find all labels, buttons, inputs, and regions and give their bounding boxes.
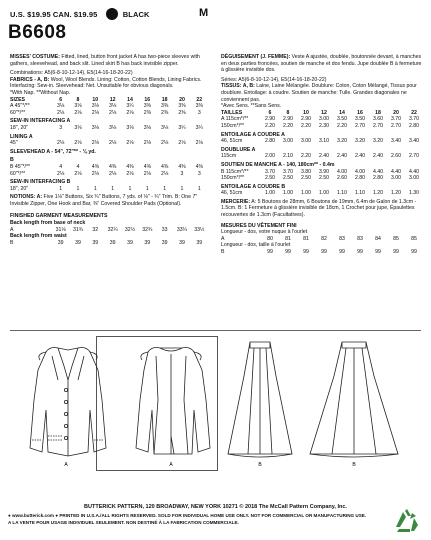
ent-a-title: ENTOILAGE A COUDRE A [221, 131, 285, 138]
size-cell: 8 [286, 109, 290, 116]
value-cell: 3 [59, 124, 63, 131]
value-cell: 2⅛ [109, 170, 117, 177]
value-cell: 84 [375, 235, 381, 242]
value-cell: 39 [179, 239, 185, 246]
value-cell: 4⅜ [161, 163, 169, 170]
value-cell: 2.50 [264, 175, 276, 182]
value-cell: 3.70 [282, 168, 294, 175]
divider [10, 330, 421, 331]
value-cell: 2⅛ [57, 109, 65, 116]
value-cell: 3.90 [318, 168, 330, 175]
back-neck-label: Back length from base of neck [10, 220, 86, 227]
value-cell: 3⅛ [74, 124, 82, 131]
value-cell: 2⅛ [143, 140, 151, 147]
value-cell: 2.70 [354, 122, 366, 129]
value-cell: 3⅛ [91, 103, 99, 110]
value-cell: 3⅛ [161, 124, 169, 131]
value-cell: 81 [285, 235, 291, 242]
value-cell: 4⅜ [178, 163, 186, 170]
size-cell: 10 [303, 109, 309, 116]
value-cell: 1 [93, 185, 97, 192]
value-cell: 2.40 [318, 153, 330, 160]
size-cell: 22 [196, 96, 203, 103]
row-label: A 115cm*/** [221, 116, 249, 123]
value-cell: 2⅛ [109, 109, 117, 116]
measure-row [10, 240, 208, 247]
value-cell: 85 [393, 235, 399, 242]
row-label: B 115cm*/** [221, 168, 249, 175]
value-cell: 3.70 [390, 116, 402, 123]
value-cell: 31⅛ [55, 226, 66, 233]
value-cell: 4.40 [408, 168, 420, 175]
value-cell: 82 [321, 235, 327, 242]
value-cell: 99 [303, 249, 309, 256]
publisher-line: BUTTERICK PATTERN, 120 BROADWAY, NEW YORK 10271 © 2018 The McCall Pattern Company, Inc. [84, 504, 347, 510]
value-cell: 32½ [124, 226, 136, 233]
english-column [10, 54, 208, 246]
sizes-row-fr: TAILLES 6 8 10 12 14 16 18 20 22 [221, 110, 423, 117]
metrage-row [221, 169, 423, 176]
skirt-line-drawings [222, 336, 422, 471]
value-cell: 32¾ [142, 226, 153, 233]
row-label: 46, 51cm [221, 138, 243, 145]
value-cell: 2.80 [372, 175, 384, 182]
size-cell: 12 [109, 96, 116, 103]
yardage-row [10, 186, 208, 193]
value-cell: 4⅜ [195, 163, 203, 170]
row-label: A [10, 226, 14, 233]
measure-row [221, 249, 423, 256]
value-cell: 2⅛ [126, 170, 134, 177]
value-cell: 2.20 [300, 153, 312, 160]
mes-title: MESURES DU VÊTEMENT FINI [221, 222, 297, 229]
metrage-row [221, 123, 423, 130]
value-cell: 2.40 [372, 153, 384, 160]
value-cell: 1.00 [318, 190, 330, 197]
sleevehead: SLEEVEHEAD A - 54", 72"** - ⅛ yd. [10, 148, 96, 155]
value-cell: 3.20 [372, 138, 384, 145]
value-cell: 4.40 [372, 168, 384, 175]
value-cell: 1.20 [372, 190, 384, 197]
value-cell: 2⅛ [109, 140, 117, 147]
size-cell: 18 [375, 109, 381, 116]
price-us: U.S. $19.95 [10, 10, 51, 19]
long-b-label: Longueur - dos, taille à l'ourlet [221, 242, 291, 249]
value-cell: 99 [285, 249, 291, 256]
skirt-front-label: B [258, 462, 262, 468]
value-cell: 39 [161, 239, 168, 246]
back-waist-label: Back length from waist [10, 233, 67, 240]
value-cell: 1 [163, 185, 167, 192]
size-cell: 16 [144, 96, 151, 103]
mercerie: MERCERIE: A: 5 Boutons de 28mm, 6 Boutons de 19mm, 6.4m de Galon de 1.3cm - 1.5cm. B: 1 Fermeture à glissière invisible de 18cm, 1 Crochet pour jupe, Épaulettes recouvertes de 1.3cm (Facultatives). [221, 198, 417, 219]
value-cell: 3.50 [354, 116, 366, 123]
value-cell: 33½ [194, 226, 205, 233]
value-cell: 3⅜ [143, 103, 151, 110]
value-cell: 83 [339, 235, 345, 242]
value-cell: 2.10 [282, 153, 294, 160]
value-cell: 3.70 [264, 168, 276, 175]
intro-fr: DÉGUISEMENT (J. FEMME): Veste A ajustée, doublée, boutonnée devant, à manches en deux parties froncées, soutien de manche et dos fendu. Jupe doublée B à fermeture à glissière invisible dos. [221, 54, 422, 74]
value-cell: 3.50 [336, 116, 348, 123]
value-cell: 99 [339, 249, 345, 256]
size-cell: 10 [92, 96, 99, 103]
color-dot-icon [106, 8, 118, 20]
lining-a-title: LINING A [10, 133, 33, 140]
size-cell: 16 [357, 109, 363, 116]
value-cell: 2.70 [408, 153, 420, 160]
value-cell: 81 [303, 235, 309, 242]
value-cell: 39 [57, 239, 64, 246]
value-cell: 1 [145, 185, 149, 192]
value-cell: 1 [111, 185, 115, 192]
value-cell: 2.20 [336, 122, 348, 129]
value-cell: 2.80 [354, 175, 366, 182]
value-cell: 3.70 [408, 116, 420, 123]
row-label: A [221, 235, 225, 242]
value-cell: 1 [128, 185, 132, 192]
value-cell: 39 [92, 239, 99, 246]
value-cell: 2⅜ [178, 109, 186, 116]
value-cell: 2.30 [318, 122, 330, 129]
value-cell: 2.20 [264, 122, 276, 129]
value-cell: 3.20 [336, 138, 348, 145]
value-cell: 1.00 [282, 190, 294, 197]
value-cell: 3.00 [408, 175, 420, 182]
yardage-row [10, 171, 208, 178]
size-cell: 14 [339, 109, 345, 116]
value-cell: 1.30 [408, 190, 420, 197]
value-cell: 39 [144, 239, 151, 246]
value-cell: 3.00 [282, 138, 294, 145]
value-cell: 2⅛ [126, 140, 134, 147]
value-cell: 3 [197, 170, 201, 177]
value-cell: 2⅛ [143, 170, 151, 177]
value-cell: 3 [180, 170, 184, 177]
row-label: 115cm [221, 153, 237, 160]
metrage-row [221, 116, 423, 123]
value-cell: 4 [59, 163, 63, 170]
value-cell: 4.00 [336, 168, 348, 175]
dbl-a-title: DOUBLURE A [221, 146, 256, 153]
value-cell: 3.00 [300, 138, 312, 145]
value-cell: 3⅛ [143, 124, 151, 131]
jacket-back-icon [136, 348, 210, 455]
row-label: 150cm*/** [221, 175, 245, 182]
value-cell: 4⅜ [91, 163, 99, 170]
nap-note-fr: *Avec Sens. **Sans Sens. [221, 103, 282, 110]
value-cell: 2⅜ [161, 109, 169, 116]
value-cell: 3¼ [126, 103, 134, 110]
value-cell: 3⅜ [195, 103, 203, 110]
value-cell: 39 [109, 239, 116, 246]
value-cell: 33 [161, 226, 168, 233]
jacket-line-drawings [6, 340, 221, 470]
value-cell: 85 [411, 235, 417, 242]
value-cell: 2⅛ [161, 170, 169, 177]
value-cell: 39 [75, 239, 81, 246]
yardage-row [10, 140, 208, 147]
row-label: A 45"*/** [10, 103, 30, 110]
value-cell: 3.80 [300, 168, 312, 175]
yardage-row [10, 164, 208, 171]
value-cell: 4.40 [390, 168, 402, 175]
value-cell: 2.70 [372, 122, 384, 129]
value-cell: 32 [92, 226, 99, 233]
tissus: TISSUS: A, B: Laine, Laine Mélangée. Doublure: Coton, Coton Mélangé, Tissus pour doublure. Entoilage: à coudre. Soutien de manche: Tulle. Grandes diagonales ne conviennent pas. [221, 83, 417, 103]
metrage-row [221, 138, 423, 145]
value-cell: 2.50 [300, 175, 312, 182]
size-cell: 20 [179, 96, 185, 103]
value-cell: 80 [267, 235, 273, 242]
row-label: 60"*/** [10, 170, 26, 177]
fgm-title: FINISHED GARMENT MEASUREMENTS [10, 213, 108, 220]
value-cell: 2⅛ [74, 140, 82, 147]
value-cell: 2⅛ [126, 109, 134, 116]
value-cell: 1 [180, 185, 184, 192]
value-cell: 3⅛ [109, 124, 117, 131]
copyright-line-fr: A LA VENTE POUR USAGE INDIVIDUEL SEULEMENT. NON DESTINÉ À LA FABRICATION COMMERCIALE. [8, 520, 239, 525]
value-cell: 2.50 [282, 175, 294, 182]
value-cell: 2.50 [318, 175, 330, 182]
value-cell: 2⅛ [91, 170, 99, 177]
value-cell: 83 [357, 235, 363, 242]
row-label: B [221, 249, 225, 256]
value-cell: 32¼ [107, 226, 118, 233]
value-cell: 99 [375, 249, 381, 256]
value-cell: 2.90 [282, 116, 294, 123]
combinations-fr: Séries: A5(6-8-10-12-14), E5(14-16-18-20-22) [221, 76, 327, 83]
size-cell: 14 [127, 96, 133, 103]
value-cell: 3⅛ [91, 124, 99, 131]
price-can: CAN. $19.95 [52, 10, 98, 19]
row-label: 46, 51cm [221, 190, 243, 197]
value-cell: 3¼ [178, 124, 186, 131]
row-label: B [10, 239, 14, 246]
value-cell: 3¼ [195, 124, 203, 131]
row-label: B 45"*/** [10, 163, 31, 170]
jacket-front-icon [30, 348, 106, 457]
recycle-icon [394, 508, 420, 532]
value-cell: 2.40 [354, 153, 366, 160]
notions: NOTIONS: A: Five 1⅛" Buttons, Six ¾" Buttons, 7 yds. of ⅛" - ¾" Trim. B: One 7" Invisible Zipper, One Hook and Bar, ⅜" Covered Shoulder Pads (Optional). [10, 194, 198, 207]
size-cell: 8 [76, 96, 80, 103]
sewin-b-title: SEW-IN INTERFACING B [10, 179, 71, 186]
value-cell: 2.70 [390, 122, 402, 129]
value-cell: 3⅛ [74, 103, 82, 110]
value-cell: 2⅛ [57, 170, 65, 177]
value-cell: 1.00 [264, 190, 276, 197]
value-cell: 2⅛ [161, 140, 169, 147]
soutien: SOUTIEN DE MANCHE A - 140, 180cm** - 0.4m [221, 161, 335, 168]
value-cell: 2⅜ [143, 109, 151, 116]
metrage-row [221, 175, 423, 182]
size-cell: 6 [59, 96, 63, 103]
value-cell: 1.00 [300, 190, 312, 197]
size-cell: 20 [393, 109, 399, 116]
value-cell: 2.90 [264, 116, 276, 123]
value-cell: 3.20 [354, 138, 366, 145]
size-cell: 22 [411, 109, 417, 116]
copyright-line: ● www.butterick.com ● PRINTED IN U.S.A./ALL RIGHTS RESERVED. SOLD FOR INDIVIDUAL HOME USE ONLY. NOT FOR COMMERCIAL OR MANUFACTURING USE. [8, 513, 367, 518]
value-cell: 4⅜ [109, 163, 117, 170]
pattern-number: B6608 [8, 22, 67, 43]
value-cell: 99 [393, 249, 399, 256]
value-cell: 1 [76, 185, 80, 192]
size-cell: 18 [161, 96, 168, 103]
size-cell: 12 [321, 109, 327, 116]
value-cell: 2⅛ [74, 109, 82, 116]
skirt-back-label: B [352, 462, 356, 468]
long-a-label: Longueur - dos, votre nuque à l'ourlet [221, 229, 308, 236]
value-cell: 99 [321, 249, 327, 256]
value-cell: 3.60 [372, 116, 384, 123]
value-cell: 99 [357, 249, 363, 256]
value-cell: 2.60 [336, 175, 348, 182]
yardage-row [10, 125, 208, 132]
value-cell: 1.10 [354, 190, 366, 197]
french-column [221, 54, 423, 256]
value-cell: 3⅛ [126, 124, 134, 131]
b-title: B [10, 157, 14, 164]
fabrics: FABRICS - A, B: Wool, Wool Blends. Lining: Cotton, Cotton Blends, Lining Fabrics. Interfacing: Sew-in. Sleevehead: Net. Unsuitable for obvious diagonals. [10, 76, 202, 90]
metrage-row [221, 190, 423, 197]
value-cell: 39 [196, 239, 203, 246]
row-label: 18", 20" [10, 124, 29, 131]
value-cell: 2⅛ [74, 170, 82, 177]
value-cell: 1.20 [390, 190, 402, 197]
intro: MISSES' COSTUME: Fitted, lined, button front jacket A has two-piece sleeves with gathers, sleevehead, and back slit. Lined skirt B has back invisible zipper. [10, 54, 200, 67]
value-cell: 2⅛ [57, 140, 65, 147]
value-cell: 39 [127, 239, 133, 246]
value-cell: 2.80 [264, 138, 276, 145]
value-cell: 1 [197, 185, 201, 192]
value-cell: 3 [197, 109, 201, 116]
value-cell: 3⅛ [57, 103, 65, 110]
value-cell: 3⅜ [161, 103, 169, 110]
value-cell: 3⅛ [109, 103, 117, 110]
value-cell: 4⅜ [143, 163, 151, 170]
metrage-row [221, 153, 423, 160]
value-cell: 3.00 [318, 116, 330, 123]
skirt-front-icon [228, 342, 292, 457]
price-header [10, 8, 150, 20]
value-cell: 2⅛ [195, 140, 203, 147]
value-cell: 31¾ [72, 226, 84, 233]
value-cell: 99 [267, 249, 273, 256]
jacket-front-label: A [64, 462, 68, 468]
row-label: 60"*/** [10, 109, 26, 116]
skirt-back-icon [310, 342, 398, 457]
value-cell: 1.10 [336, 190, 348, 197]
row-label: 150cm*/** [221, 122, 245, 129]
sewin-a-title: SEW-IN INTERFACING A [10, 118, 71, 125]
value-cell: 2.40 [336, 153, 348, 160]
yardage-row [10, 110, 208, 117]
value-cell: 4⅜ [126, 163, 134, 170]
value-cell: 4.00 [354, 168, 366, 175]
value-cell: 99 [411, 249, 417, 256]
size-cell: 6 [268, 109, 272, 116]
value-cell: 2.20 [282, 122, 294, 129]
value-cell: 2.60 [390, 153, 402, 160]
measure-row [221, 236, 423, 243]
value-cell: 33¼ [176, 226, 188, 233]
value-cell: 2⅛ [91, 140, 99, 147]
value-cell: 1 [59, 185, 63, 192]
measure-row [10, 227, 208, 234]
color-label: BLACK [122, 10, 150, 19]
nap-note: *With Nap. **Without Nap. [10, 89, 71, 96]
row-label: 18", 20" [10, 185, 29, 192]
value-cell: 3.40 [408, 138, 420, 145]
value-cell: 2⅛ [91, 109, 99, 116]
value-cell: 2.90 [300, 116, 312, 123]
ent-b-title: ENTOILAGE A COUDRE B [221, 183, 286, 190]
row-label: 45" [10, 140, 18, 147]
value-cell: 4 [76, 163, 80, 170]
value-cell: 2.00 [264, 153, 276, 160]
size-badge: M [199, 7, 209, 19]
value-cell: 2⅛ [178, 140, 186, 147]
value-cell: 3.00 [390, 175, 402, 182]
combinations: Combinations: A5(6-8-10-12-14), E5(14-16-18-20-22) [10, 70, 133, 77]
value-cell: 3.40 [390, 138, 402, 145]
jacket-back-label: A [169, 462, 173, 468]
value-cell: 3.10 [318, 138, 330, 145]
sizes-row: SIZES 6 8 10 12 14 16 18 20 22 [10, 97, 208, 104]
value-cell: 2.80 [408, 122, 420, 129]
yardage-row [10, 103, 208, 110]
value-cell: 3⅜ [178, 103, 186, 110]
value-cell: 2.20 [300, 122, 312, 129]
